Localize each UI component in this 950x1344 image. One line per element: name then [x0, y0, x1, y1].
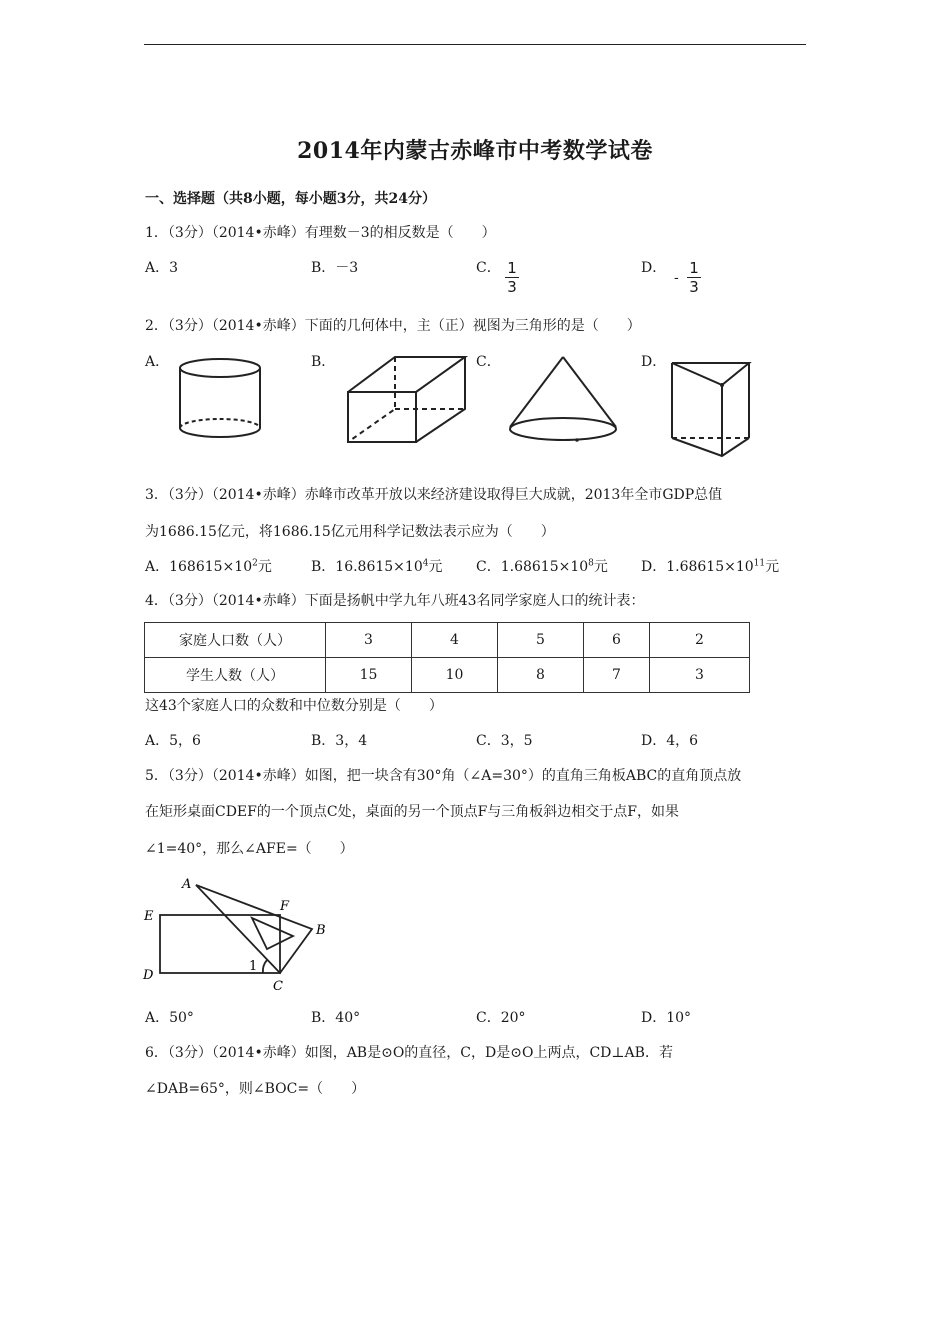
table-row-label: 家庭人口数（人） — [145, 623, 326, 658]
q1-option-a: A．3 — [145, 260, 179, 276]
table-cell: 8 — [498, 658, 584, 693]
table-row — [145, 623, 750, 658]
q3-c-unit: 元 — [593, 559, 608, 575]
angle-1-arc — [263, 960, 267, 973]
q3-c-exponent: 8 — [588, 558, 594, 569]
inner-triangle — [252, 918, 293, 949]
q4-question: 这43个家庭人口的众数和中位数分别是（ ） — [145, 698, 443, 714]
q6-line1: 6．（3分）（2014•赤峰）如图，AB是⊙O的直径，C，D是⊙O上两点，CD⊥AB．若 — [145, 1045, 673, 1061]
label-c: C — [273, 979, 283, 994]
fraction-denominator: 3 — [507, 278, 517, 296]
q1-option-d-sign: - — [674, 270, 679, 286]
q3-option-c — [476, 558, 608, 576]
q3-a-exponent: 2 — [252, 558, 258, 569]
q3-a-base: A．168615×10 — [145, 559, 253, 575]
q2-option-d: D． — [641, 354, 667, 370]
q3-b-base: B．16.8615×10 — [311, 559, 423, 575]
table-row — [145, 658, 750, 693]
table-cell: 2 — [650, 623, 750, 658]
q3-d-base: D．1.68615×10 — [641, 559, 754, 575]
fraction-numerator: 1 — [505, 259, 519, 278]
table-cell: 6 — [584, 623, 650, 658]
q5-line2: 在矩形桌面CDEF的一个顶点C处，桌面的另一个顶点F与三角板斜边相交于点F，如果 — [145, 804, 680, 820]
q5-option-d: D．10° — [641, 1010, 692, 1026]
q2-stem: 2．（3分）（2014•赤峰）下面的几何体中，主（正）视图为三角形的是（ ） — [145, 318, 641, 334]
q3-c-base: C．1.68615×10 — [476, 559, 589, 575]
q1-option-c-fraction — [505, 259, 519, 296]
q5-line3: ∠1=40°，那么∠AFE=（ ） — [145, 841, 354, 857]
table-cell: 7 — [584, 658, 650, 693]
prism-figure — [667, 358, 757, 458]
cuboid-figure — [343, 354, 473, 446]
table-cell: 10 — [412, 658, 498, 693]
q4-option-a: A．5，6 — [145, 733, 201, 749]
cone-figure — [505, 354, 620, 446]
q2-option-b: B． — [311, 354, 336, 370]
q2-option-a: A． — [145, 354, 170, 370]
label-a: A — [182, 877, 192, 892]
page-title: 2014年内蒙古赤峰市中考数学试卷 — [297, 138, 653, 164]
statistics-table — [144, 622, 750, 693]
q4-option-c: C．3，5 — [476, 733, 533, 749]
q4-stem: 4．（3分）（2014•赤峰）下面是扬帆中学九年八班43名同学家庭人口的统计表： — [145, 593, 645, 609]
q3-line2: 为1686.15亿元，将1686.15亿元用科学记数法表示应为（ ） — [145, 524, 555, 540]
fraction-denominator: 3 — [689, 278, 699, 296]
table-cell: 15 — [326, 658, 412, 693]
q3-a-unit: 元 — [257, 559, 272, 575]
q3-b-unit: 元 — [428, 559, 443, 575]
table-row-label: 学生人数（人） — [145, 658, 326, 693]
q3-line1: 3．（3分）（2014•赤峰）赤峰市改革开放以来经济建设取得巨大成就，2013年全市GDP总值 — [145, 487, 723, 503]
q3-b-exponent: 4 — [422, 558, 429, 569]
q3-d-unit: 元 — [765, 559, 780, 575]
label-e: E — [144, 909, 154, 924]
q3-option-b — [311, 558, 442, 576]
q1-option-d: D． — [641, 260, 667, 276]
q1-option-c: C． — [476, 260, 501, 276]
header-rule — [144, 44, 806, 45]
q3-option-d — [641, 558, 779, 576]
q1-option-d-fraction — [687, 259, 701, 296]
q1-stem: 1．（3分）（2014•赤峰）有理数－3的相反数是（ ） — [145, 225, 496, 241]
q5-option-b: B．40° — [311, 1010, 361, 1026]
table-cell: 4 — [412, 623, 498, 658]
fraction-numerator: 1 — [687, 259, 701, 278]
label-d: D — [143, 968, 154, 983]
q6-line2: ∠DAB=65°，则∠BOC=（ ） — [145, 1081, 366, 1097]
triangle-rectangle-figure — [140, 872, 340, 994]
q4-option-b: B．3，4 — [311, 733, 368, 749]
label-b: B — [316, 923, 326, 938]
q4-option-d: D．4，6 — [641, 733, 699, 749]
q5-line1: 5．（3分）（2014•赤峰）如图，把一块含有30°角（∠A=30°）的直角三角板ABC的直角顶点放 — [145, 768, 742, 784]
q3-option-a — [145, 558, 272, 576]
q5-option-a: A．50° — [145, 1010, 194, 1026]
cylinder-figure — [175, 355, 275, 450]
rectangle-cdef — [160, 915, 280, 973]
q5-option-c: C．20° — [476, 1010, 526, 1026]
table-cell: 5 — [498, 623, 584, 658]
section-heading: 一、选择题（共8小题，每小题3分，共24分） — [145, 191, 436, 207]
label-f: F — [280, 899, 290, 914]
table-cell: 3 — [326, 623, 412, 658]
q2-option-c: C． — [476, 354, 501, 370]
q3-d-exponent: 11 — [753, 558, 766, 569]
table-cell: 3 — [650, 658, 750, 693]
label-angle-1: 1 — [249, 959, 258, 974]
q1-option-b: B．－3 — [311, 260, 359, 276]
